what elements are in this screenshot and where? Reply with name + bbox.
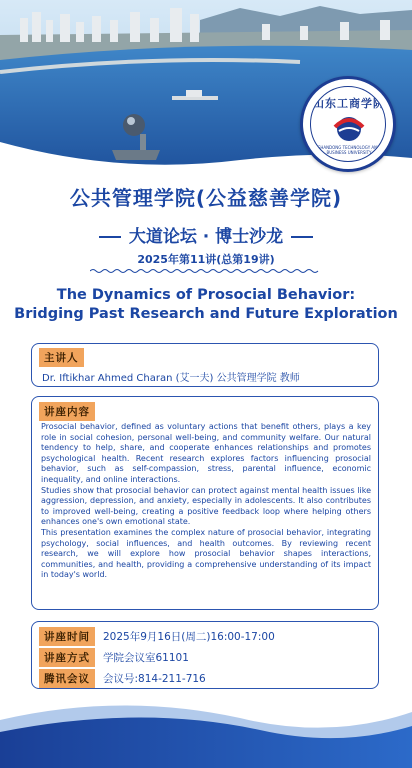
content-paragraph: Prosocial behavior, defined as voluntary actions that benefit others, plays a key role in social cohesion, personal well-being, and community welfare. Our natural tendency to help, share, and cooperate enhances relationships and promotes psychological health. Recent research explores factors influencing prosocial behavior, such as self-compassion, stress, parental influence, economic inequality, and online interactions. bbox=[41, 422, 371, 484]
method-row bbox=[39, 648, 189, 666]
tencent-row bbox=[39, 669, 206, 687]
forum-subtitle bbox=[0, 222, 412, 247]
speaker-box bbox=[31, 343, 379, 387]
footer-wave bbox=[0, 686, 412, 768]
logo-text: 山东工商学院 bbox=[313, 97, 385, 110]
speaker-info: Dr. Iftikhar Ahmed Charan (艾一夫) 公共管理学院 教师 bbox=[42, 373, 300, 384]
time-row bbox=[39, 627, 275, 645]
school-title: 公共管理学院(公益慈善学院) bbox=[69, 186, 343, 210]
time-value: 2025年9月16日(周二)16:00-17:00 bbox=[103, 630, 275, 643]
tencent-value: 会议号:814-211-716 bbox=[103, 672, 206, 685]
dash-left bbox=[99, 236, 121, 238]
content-box bbox=[31, 396, 379, 610]
lecture-number: 2025年第11讲(总第19讲) bbox=[137, 253, 275, 266]
dash-right bbox=[291, 236, 313, 238]
logo-emblem-icon bbox=[331, 111, 367, 141]
logo-ring-text: SHANDONG TECHNOLOGY AND BUSINESS UNIVERSITY bbox=[317, 145, 381, 155]
lecture-title-line1: The Dynamics of Prosocial Behavior: bbox=[56, 287, 356, 303]
method-label: 讲座方式 bbox=[39, 648, 95, 667]
university-logo bbox=[300, 76, 396, 172]
forum-subtitle-text: 大道论坛 · 博士沙龙 bbox=[128, 227, 284, 247]
content-paragraph: Studies show that prosocial behavior can protect against mental health issues like aggression, depression, and anxiety, especially in adolescents. It also contributes to improved well-being, creating a positive feedback loop where helping others enhances one's own emotional state. bbox=[41, 485, 371, 527]
method-value: 学院会议室61101 bbox=[103, 651, 189, 664]
wavy-divider bbox=[90, 268, 322, 274]
content-text bbox=[41, 422, 371, 581]
speaker-label: 主讲人 bbox=[39, 348, 84, 367]
time-label: 讲座时间 bbox=[39, 627, 95, 646]
tencent-label: 腾讯会议 bbox=[39, 669, 95, 688]
content-label: 讲座内容 bbox=[39, 402, 95, 421]
lecture-title-line2: Bridging Past Research and Future Exploration bbox=[14, 306, 398, 322]
content-paragraph: This presentation examines the complex nature of prosocial behavior, integrating psychology, social influences, and health outcomes. By reviewing recent research, we will explore how prosocial behavior shapes interactions, communities, and health, providing a comprehensive understanding of its impact in today's world. bbox=[41, 527, 371, 580]
lecture-title bbox=[10, 286, 402, 324]
info-box bbox=[31, 621, 379, 689]
